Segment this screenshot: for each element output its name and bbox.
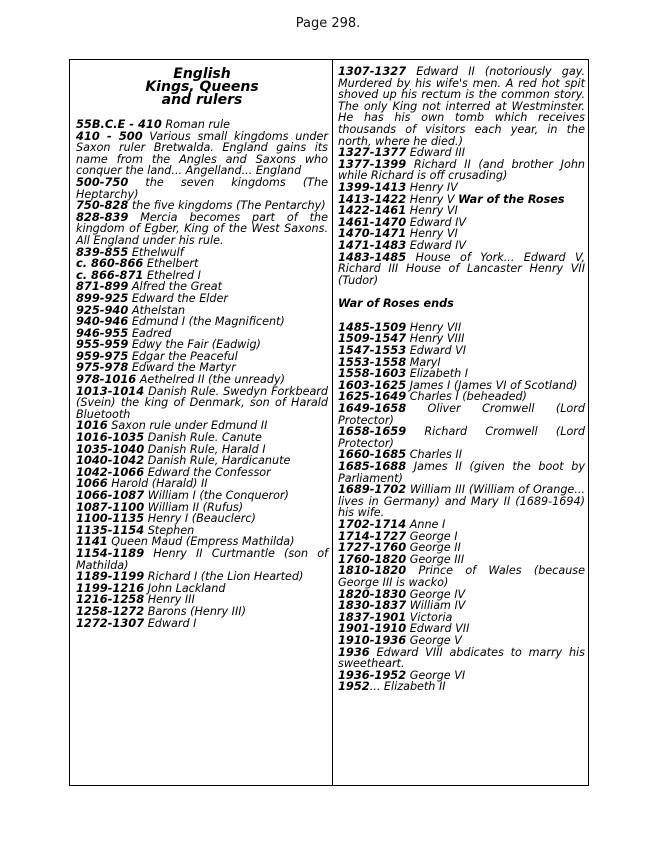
entry-years: 1760-1820 [338,551,407,566]
entry-text: Elizabeth I [409,367,469,381]
entry-years: 1066-1087 [76,488,145,502]
ruler-entry [338,461,585,484]
entry-years: 1087-1100 [76,499,145,514]
entry-years: 1660-1685 [338,447,407,462]
entry-years: 1042-1066 [76,464,145,479]
entry-years: 871-899 [76,279,129,294]
entry-text: House of York... Edward V, Richard III House of Lancaster Henry VII (Tudor) [338,250,585,287]
entry-years: 1013-1014 [76,383,145,398]
title-line: and rulers [161,92,243,108]
entry-text: Danish Rule, Hardicanute [147,454,291,468]
entry-text: Danish Rule, Harald I [147,442,266,456]
ruler-entry [76,615,328,630]
entry-text: the seven kingdoms (The Heptarchy) [76,175,328,201]
entry-text: Edward IV [409,238,467,252]
title-line: Kings, Queens [145,79,259,95]
column-divider [332,60,333,785]
entry-years: 1399-1413 [338,179,407,194]
entry-years: 1035-1040 [76,441,145,456]
entry-years: 925-940 [76,302,129,317]
entry-years: 1258-1272 [76,603,145,618]
entry-text: Edward VIII abdicates to marry his sweetheart. [338,645,585,671]
entry-years: 1936-1952 [338,667,407,682]
entry-text: Henry IV [409,180,458,194]
entry-years: 1625-1649 [338,389,407,404]
entry-years: 1658-1659 [338,424,407,439]
entry-years: 1483-1485 [338,249,407,264]
entry-years: 410 - 500 [76,128,143,143]
ruler-entry [338,565,585,588]
entry-text: George VI [409,668,466,682]
ruler-entry [76,209,329,247]
entry-text: Edgar the Peaceful [131,349,238,363]
section-heading: War of Roses ends [338,297,454,311]
entry-text: Oliver Cromwell (Lord Protector) [338,402,585,427]
ruler-entry [338,644,585,671]
entry-text: William I (the Conqueror) [147,489,289,502]
entry-years: 978-1016 [76,372,137,387]
entry-text: Edward II (notoriously gay. Murdered by his wife's men. A red hot spit shoved up his rectum is the common story. The only King not interred at Westminster. He has his own tomb which receives thousands of visitors each year, in the north, where he died.) [338,65,586,148]
entry-text: Henry VI [409,204,458,218]
entry-years: 828-839 [76,209,129,224]
rulers-table [69,59,589,786]
entry-text: George IV [409,587,466,601]
left-column [76,60,328,629]
ruler-entry [338,426,585,449]
entry-years: 1461-1470 [338,214,407,229]
entry-years: 1413-1422 [338,191,407,206]
entry-years: 500-750 [76,174,129,189]
entry-text: Barons (Henry III) [147,604,246,618]
entry-text: Edward the Martyr [131,361,236,375]
entry-years: 1837-1901 [338,609,407,624]
entry-text: Henry III [147,593,195,607]
entry-years: 899-925 [76,290,129,305]
entry-text: Aethelred II (the unready) [139,373,285,387]
entry-years: 1471-1483 [338,237,407,252]
entry-years: 1603-1625 [338,377,407,392]
entry-text: Queen Maud (Empress Mathilda) [111,535,295,549]
entry-text: Ethelwulf [131,245,184,259]
entry-years: 1141 [76,534,108,549]
ruler-entry [338,249,585,287]
entry-years: 55B.C.E - 410 [76,117,162,131]
entry-text: Richard Cromwell (Lord Protector) [338,425,585,450]
right-entry-list-a [338,66,585,286]
entry-text: Saxon rule under Edmund II [111,419,268,433]
entry-text: Charles II [409,448,463,462]
entry-years: 1702-1714 [338,516,407,531]
entry-text: ... Elizabeth II [369,680,446,694]
entry-years: 1810-1820 [338,563,407,578]
entry-text: Henry V [409,192,455,206]
entry-years: 940-946 [76,314,129,329]
entry-text: William III (William of Orange... lives in Germany) and Mary II (1689-1694) his wife. [338,483,585,520]
entry-text: William IV [409,599,466,613]
ruler-entry [338,66,585,147]
entry-years: 1066 [76,476,108,491]
entry-years: 1901-1910 [338,621,407,636]
entry-years: 1327-1377 [338,145,407,160]
entry-text: Edward the Confessor [147,465,271,479]
entry-years: 1558-1603 [338,366,407,381]
entry-years: 1952 [338,679,370,694]
entry-years: 1509-1547 [338,331,407,346]
entry-years: c. 860-866 [76,256,144,271]
entry-years: 1830-1837 [338,598,407,613]
entry-years: 1154-1189 [76,545,145,560]
entry-text: Danish Rule. Canute [147,431,262,445]
ruler-entry [338,484,585,519]
entry-years: 1714-1727 [338,528,407,543]
entry-text: Edmund I (the Magnificent) [131,315,285,329]
entry-text: Prince of Wales (because George III is wacko) [338,564,585,589]
entry-years: 1649-1658 [338,401,407,416]
entry-years: 975-978 [76,360,129,375]
entry-text: the five kingdoms (The Pentarchy) [131,199,326,213]
entry-years: 1470-1471 [338,226,407,241]
entry-years: 1553-1558 [338,354,407,369]
entry-text: Victoria [409,610,453,624]
entry-text: Edward I [147,616,197,630]
entry-years: 1135-1154 [76,522,145,537]
entry-years: 839-855 [76,244,129,259]
entry-years: 1189-1199 [76,569,145,584]
entry-text: Anne I [409,517,446,531]
entry-years: 1216-1258 [76,592,145,607]
entry-years: 750-828 [76,198,129,213]
entry-years: 1040-1042 [76,453,145,468]
entry-text: Henry I (Beauclerc) [147,512,256,526]
entry-text: Henry VII [409,320,462,334]
entry-years: 1689-1702 [338,482,407,497]
entry-years: 1016-1035 [76,430,145,445]
entry-text: George III [409,552,465,566]
entry-text: Danish Rule. Swedyn Forkbeard (Svein) the king of Denmark, son of Harald Bluetooth [76,384,329,421]
entry-text: Various small kingdoms under Saxon ruler Bretwalda. England gains its name from the Angles and Saxons who conquer the land... Angelland... England [76,129,329,178]
entry-text: Eadred [131,326,172,340]
ruler-entry [76,128,329,178]
entry-years: 1485-1509 [338,319,407,334]
entry-text: Ethelred I [146,268,201,282]
entry-years: 946-955 [76,325,129,340]
entry-years: 1547-1553 [338,343,407,358]
entry-text: Alfred the Great [131,280,222,294]
table-title [76,68,328,107]
entry-text: John Lackland [147,581,226,595]
entry-text: Edward VII [409,622,470,636]
entry-years: 1936 [338,644,370,659]
entry-text: James II (given the boot by Parliament) [338,460,585,485]
entry-text: Harold (Harald) II [111,477,208,491]
entry-years: 1727-1760 [338,540,407,555]
entry-text: Charles I (beheaded) [409,390,527,404]
entry-text: Richard I (the Lion Hearted) [147,570,304,584]
ruler-entry [338,403,585,426]
ruler-entry [338,156,585,183]
entry-text: Henry II Curtmantle (son of Mathilda) [76,546,328,572]
entry-text: Roman rule [165,118,231,131]
entry-text: Edward VI [409,344,467,358]
entry-text: George I [409,529,458,543]
entry-years: 959-975 [76,348,129,363]
left-entry-list [76,119,328,629]
entry-text: Richard II (and brother John while Richard is off crusading) [338,157,585,183]
entry-text: Henry VI [409,227,458,241]
entry-text: Edward III [409,146,466,160]
entry-text: Mercia becomes part of the kingdom of Egber, King of the West Saxons. All England under his rule. [76,210,329,247]
title-line: English [173,66,231,82]
entry-text: George V [409,633,462,647]
entry-years: 1307-1327 [338,64,407,78]
right-column [338,60,585,693]
page-number: Page 298. [295,16,361,31]
entry-years: 1422-1461 [338,203,407,218]
entry-years: 1820-1830 [338,586,407,601]
ruler-entry [76,383,329,421]
right-entry-list-b [338,319,585,694]
entry-text: Stephen [147,523,195,537]
entry-years: 1685-1688 [338,459,407,473]
entry-years: 1377-1399 [338,156,407,171]
entry-years: 1910-1936 [338,632,407,647]
ruler-entry [76,174,328,201]
entry-text: Ethelbert [146,257,199,271]
entry-years: 1016 [76,418,108,433]
entry-years: 1199-1216 [76,580,145,595]
entry-text: William II (Rufus) [147,500,244,514]
entry-text: Athelstan [131,303,186,317]
ruler-entry [338,681,585,693]
entry-text: George II [409,541,461,555]
entry-text: Henry VIII [409,332,465,346]
entry-years: c. 866-871 [76,267,144,282]
entry-emphasis: War of the Roses [458,192,565,206]
entry-text: James I (James VI of Scotland) [409,378,578,392]
entry-text: Edwy the Fair (Eadwig) [131,338,261,352]
entry-years: 955-959 [76,337,129,352]
entry-text: MaryI [409,355,441,369]
entry-years: 1100-1135 [76,511,145,526]
entry-text: Edward IV [409,215,467,229]
entry-years: 1272-1307 [76,615,145,630]
entry-text: Edward the Elder [131,291,228,305]
ruler-entry [76,545,328,572]
